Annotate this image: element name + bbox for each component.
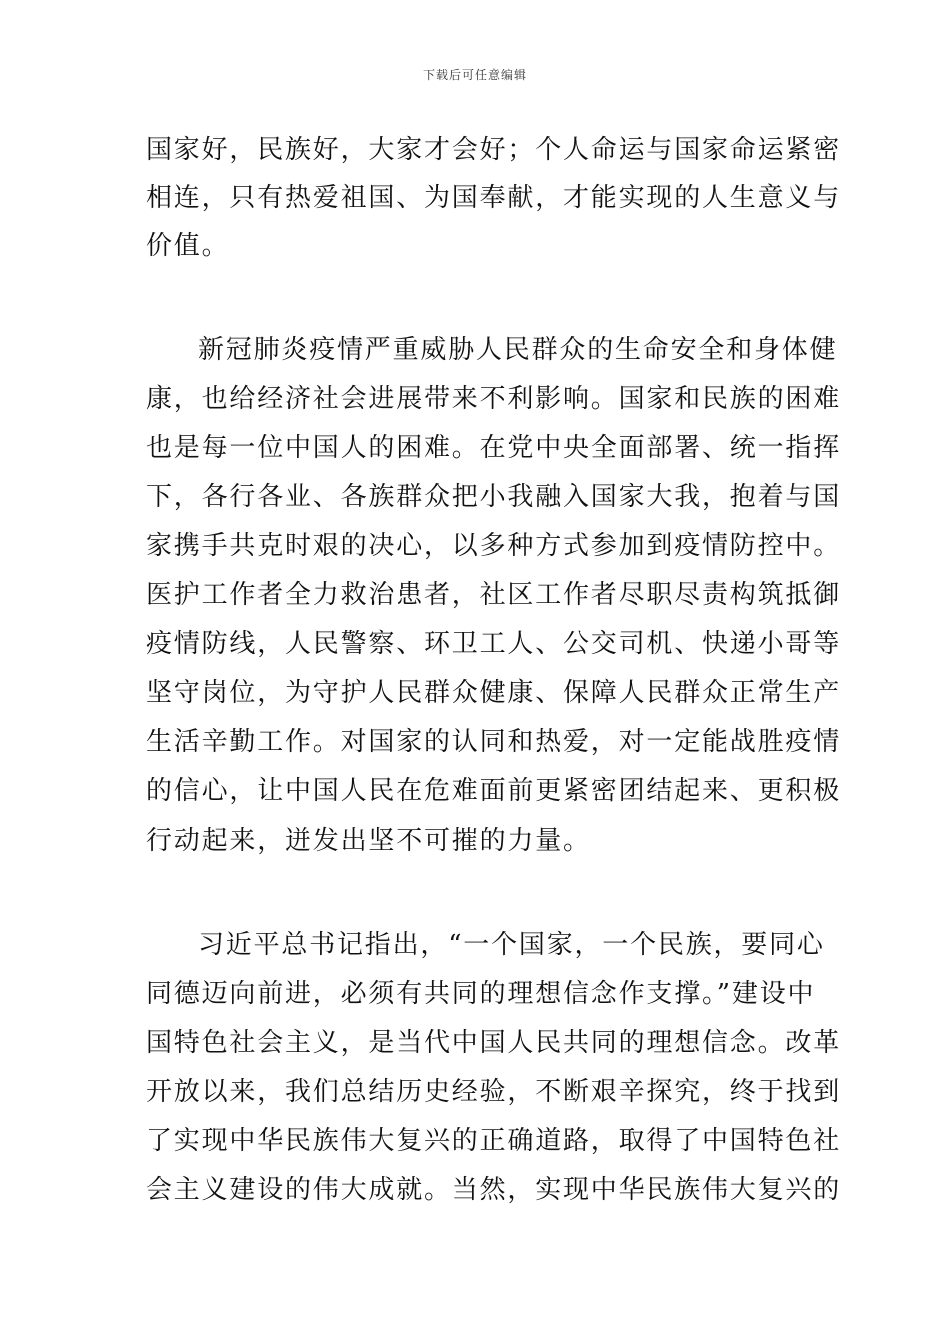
text-line: 了实现中华民族伟大复兴的正确道路，取得了中国特色社 xyxy=(146,1126,842,1156)
text-line: 国家好，民族好，大家才会好；个人命运与国家命运紧密 xyxy=(146,135,842,165)
paragraph-first-line: 新冠肺炎疫情严重威胁人民群众的生命安全和身体健 xyxy=(198,335,838,365)
text-line: 医护工作者全力救治患者，社区工作者尽职尽责构筑抵御 xyxy=(146,580,842,610)
page-header-note: 下载后可任意编辑 xyxy=(422,68,527,82)
text-line: 下，各行各业、各族群众把小我融入国家大我，抱着与国 xyxy=(146,482,842,512)
text-line: 国特色社会主义，是当代中国人民共同的理想信念。改革 xyxy=(146,1028,842,1058)
text-line: 相连，只有热爱祖国、为国奉献，才能实现的人生意义与 xyxy=(146,183,842,213)
text-line: 疫情防线，人民警察、环卫工人、公交司机、快递小哥等 xyxy=(146,629,842,659)
text-line: 的信心，让中国人民在危难面前更紧密团结起来、更积极 xyxy=(146,776,842,806)
paragraph-first-line: 习近平总书记指出，“一个国家，一个民族，要同心 xyxy=(198,930,825,960)
text-line: 也是每一位中国人的困难。在党中央全面部署、统一指挥 xyxy=(146,433,842,463)
text-line: 行动起来，迸发出坚不可摧的力量。 xyxy=(146,826,591,856)
text-line: 价值。 xyxy=(146,231,230,261)
text-line: 生活辛勤工作。对国家的认同和热爱，对一定能战胜疫情 xyxy=(146,727,842,757)
text-line: 会主义建设的伟大成就。当然，实现中华民族伟大复兴的 xyxy=(146,1175,842,1205)
text-line: 康，也给经济社会进展带来不利影响。国家和民族的困难 xyxy=(146,384,842,414)
text-line: 家携手共克时艰的决心，以多种方式参加到疫情防控中。 xyxy=(146,531,842,561)
text-line: 坚守岗位，为守护人民群众健康、保障人民群众正常生产 xyxy=(146,678,842,708)
text-line: 同德迈向前进，必须有共同的理想信念作支撑。”建设中 xyxy=(146,979,816,1009)
text-line: 开放以来，我们总结历史经验，不断艰辛探究，终于找到 xyxy=(146,1077,842,1107)
